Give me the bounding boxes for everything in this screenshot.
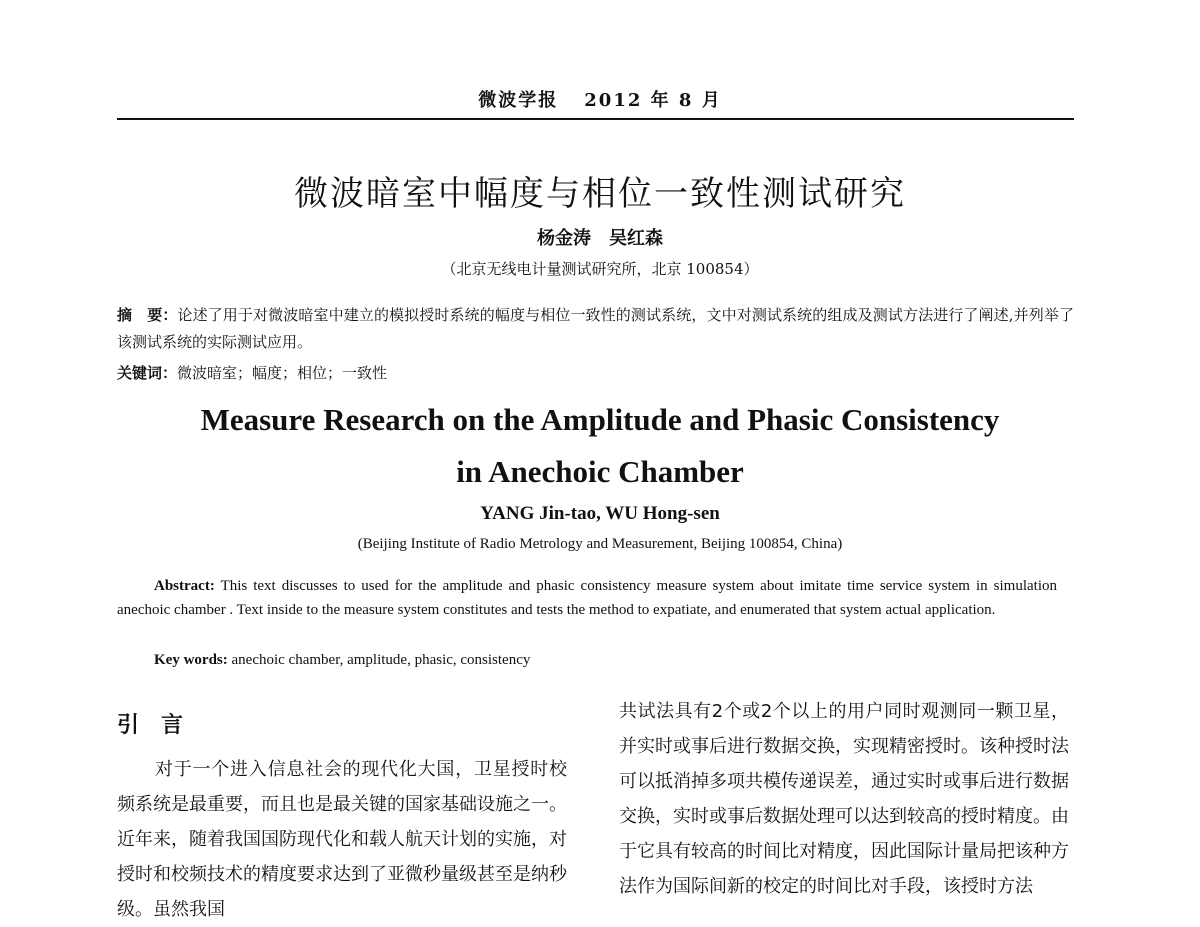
chinese-abstract	[117, 302, 1074, 356]
chinese-abstract-label: 摘 要：	[117, 306, 178, 324]
english-keywords-text: anechoic chamber, amplitude, phasic, consistency	[231, 652, 531, 668]
english-authors: YANG Jin-tao, WU Hong-sen	[480, 503, 720, 524]
english-title	[0, 394, 1200, 498]
body-right-column: 共试法具有2个或2个以上的用户同时观测同一颗卫星，并实时或事后进行数据交换，实现精密授时。该种授时法可以抵消掉多项共模传递误差，通过实时或事后进行数据交换，实时或事后数据处理可以达到较高的授时精度。由于它具有较高的时间比对精度，因此国际计量局把该种方法作为国际间新的校定的时间比对手段，该授时方法	[619, 701, 1069, 897]
issue-date: 2012 年 8 月	[584, 90, 722, 111]
chinese-title: 微波暗室中幅度与相位一致性测试研究	[294, 174, 906, 214]
english-affiliation: (Beijing Institute of Radio Metrology and Measurement, Beijing 100854, China)	[357, 536, 843, 552]
english-abstract-text: This text discusses to used for the amplitude and phasic consistency measure system about imitate time service system in simulation anechoic chamber . Text inside to the measure system constitutes and tests the method to expatiate, and enumerated that system actual application.	[117, 578, 1057, 618]
chinese-keywords-label: 关键词：	[117, 364, 178, 382]
journal-name: 微波学报	[478, 90, 559, 111]
chinese-authors: 杨金涛 吴红森	[537, 228, 663, 249]
header-rule	[117, 118, 1074, 120]
chinese-keywords-text: 微波暗室；幅度；相位；一致性	[177, 364, 388, 382]
chinese-abstract-text: 论述了用于对微波暗室中建立的模拟授时系统的幅度与相位一致性的测试系统，文中对测试系统的组成及测试方法进行了阐述,并列举了该测试系统的实际测试应用。	[117, 306, 1074, 351]
section-heading-introduction: 引 言	[117, 713, 184, 738]
english-keywords-label: Key words:	[154, 652, 228, 668]
english-title-line-1: Measure Research on the Amplitude and Phasic Consistency	[200, 402, 1000, 437]
chinese-keywords	[117, 361, 1074, 385]
running-header	[0, 86, 1200, 112]
chinese-affiliation: （北京无线电计量测试研究所，北京 100854）	[441, 260, 759, 278]
english-title-line-2: in Anechoic Chamber	[456, 454, 744, 489]
english-abstract-label: Abstract:	[154, 578, 215, 594]
english-abstract	[117, 574, 1057, 622]
english-keywords	[154, 648, 1054, 672]
body-left-column: 对于一个进入信息社会的现代化大国，卫星授时校频系统是最重要，而且也是最关键的国家基础设施之一。近年来，随着我国国防现代化和载人航天计划的实施，对授时和校频技术的精度要求达到了亚微秒量级甚至是纳秒级。虽然我国	[117, 759, 567, 920]
